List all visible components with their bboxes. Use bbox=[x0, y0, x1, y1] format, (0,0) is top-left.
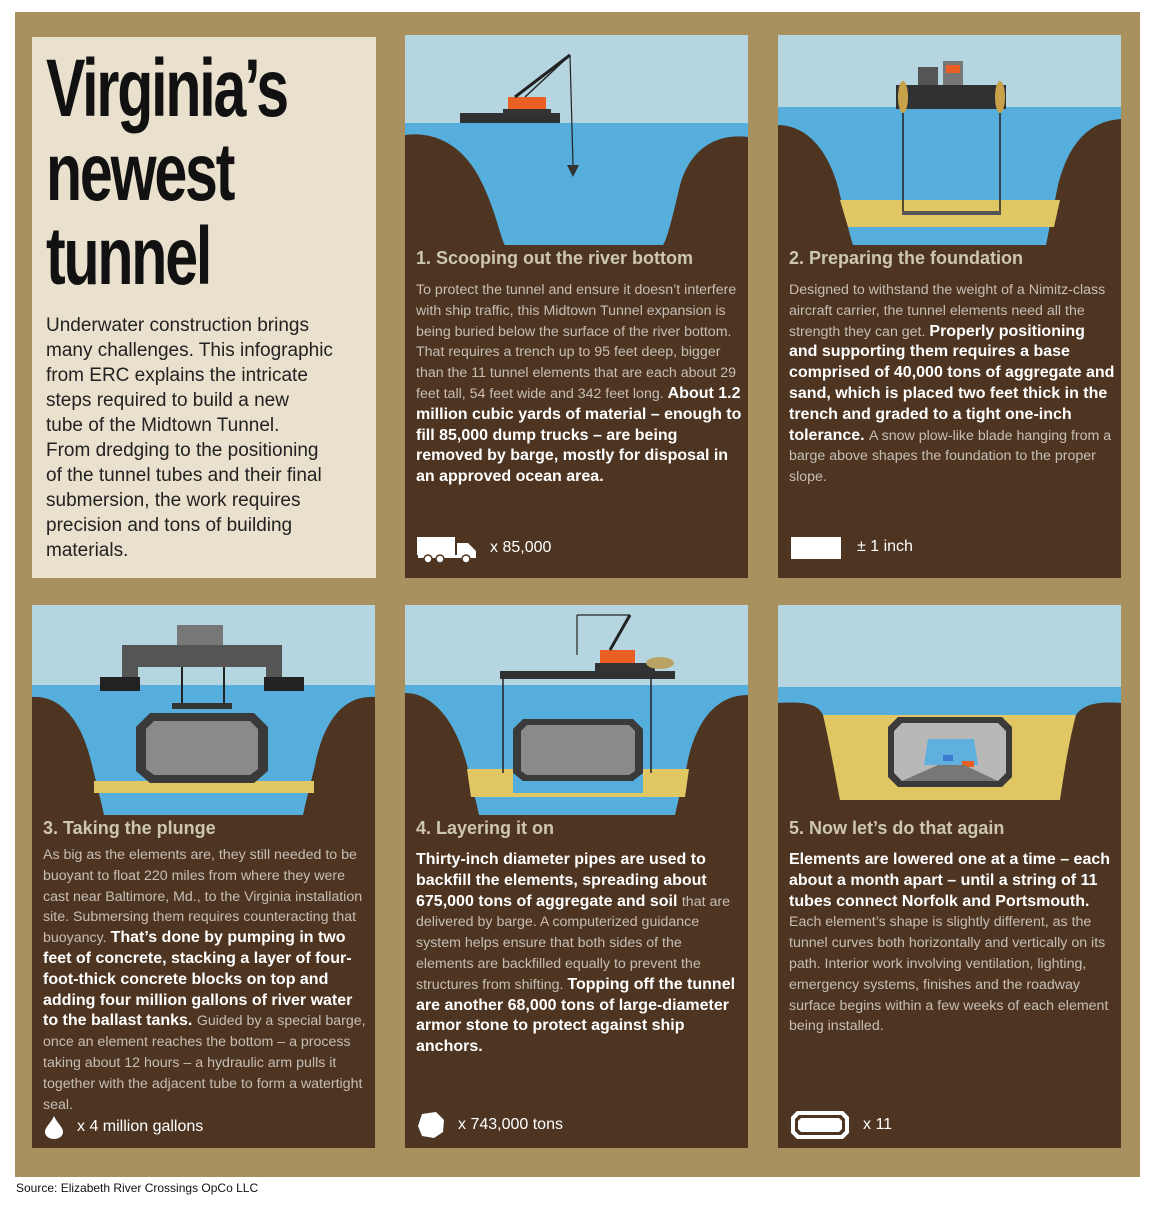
panel-body bbox=[43, 845, 370, 1115]
water-drop-icon bbox=[43, 1115, 65, 1139]
panel-text-bold: Thirty-inch diameter pipes are used to backfill the elements, spreading about 675,000 tons of aggregate and soil bbox=[416, 851, 707, 910]
tunnel-element-icon bbox=[789, 1109, 851, 1141]
panel-stat bbox=[789, 1109, 892, 1141]
panel-step-1 bbox=[405, 35, 748, 578]
foundation-illustration bbox=[778, 35, 1121, 245]
panel-heading: 3. Taking the plunge bbox=[43, 818, 216, 838]
panel-heading: 4. Layering it on bbox=[416, 818, 555, 838]
page-title: Virginia’s newest tunnel bbox=[46, 43, 287, 302]
panel-text-light: Designed to withstand the weight of a Nimitz-class aircraft carrier, the tunnel elements need all the strength they can get. bbox=[789, 282, 1106, 340]
dredging-illustration bbox=[405, 35, 748, 245]
panel-text-bold-2: Topping off the tunnel are another 68,000 tons of large-diameter armor stone to protect against ship anchors. bbox=[416, 975, 736, 1056]
stone-icon bbox=[416, 1110, 446, 1140]
backfill-illustration bbox=[405, 605, 748, 815]
panel-stat bbox=[789, 533, 913, 561]
panel-text-light: To protect the tunnel and ensure it doesn’t interfere with ship traffic, this Midtown Tunnel expansion is being buried below the surface of the river bottom. That requires a trench up to 95 feet deep, bigger than the 11 tunnel elements that are each about 29 feet tall, 54 feet wide and 342 feet long. bbox=[416, 282, 737, 402]
stat-text: x 4 million gallons bbox=[77, 1118, 204, 1135]
panel-body bbox=[789, 850, 1116, 1037]
panel-step-5 bbox=[778, 605, 1121, 1148]
stat-text: x 11 bbox=[863, 1116, 893, 1133]
stat-text: ± 1 inch bbox=[857, 538, 913, 555]
panel-heading: 1. Scooping out the river bottom bbox=[416, 248, 694, 268]
panel-step-4 bbox=[405, 605, 748, 1148]
foundation-block-icon bbox=[789, 533, 845, 561]
stat-text: x 85,000 bbox=[490, 539, 552, 556]
source-credit: Source: Elizabeth River Crossings OpCo LLC bbox=[16, 1181, 259, 1195]
panel-text-bold: That’s done by pumping in two feet of concrete, stacking a layer of four-foot-thick concrete blocks on top and adding four million gallons of river water to the ballast tanks. bbox=[43, 929, 353, 1030]
panel-text-bold: Properly positioning and supporting them requires a base comprised of 40,000 tons of aggregate and sand, which is placed two feet thick in the trench and graded to a tight one-inch tolerance. bbox=[789, 322, 1115, 444]
panel-body bbox=[416, 850, 743, 1058]
finished-tunnel-illustration bbox=[778, 605, 1121, 815]
panel-stat bbox=[43, 1115, 203, 1139]
panel-text-light-2: that are delivered by barge. A computerized guidance system helps ensure that both sides of the elements are backfilled equally to prevent the structures from shifting. bbox=[416, 893, 730, 993]
stat-text: x 743,000 tons bbox=[458, 1116, 563, 1133]
panel-stat bbox=[416, 1110, 563, 1140]
panel-text-bold: About 1.2 million cubic yards of material – enough to fill 85,000 dump trucks – are being removed by barge, mostly for disposal in an approved ocean area. bbox=[416, 384, 742, 486]
panel-text-light-2: Guided by a special barge, once an element reaches the bottom – a process taking about 12 hours – a hydraulic arm pulls it together with the adjacent tube to form a watertight seal. bbox=[43, 1013, 366, 1113]
panel-step-3 bbox=[32, 605, 375, 1148]
panel-text-light-2: Each element’s shape is slightly different, as the tunnel curves both horizontally and vertically on its path. Interior work involving ventilation, lighting, emergency systems, finishes and the roadway surface begins within a few weeks of each element being installed. bbox=[789, 914, 1109, 1035]
panel-heading: 2. Preparing the foundation bbox=[789, 248, 1024, 268]
intro-box bbox=[32, 37, 376, 578]
panel-text-bold: Elements are lowered one at a time – each about a month apart – until a string of 11 tubes connect Norfolk and Portsmouth. bbox=[789, 851, 1111, 910]
panel-body bbox=[416, 280, 743, 488]
dump-truck-icon bbox=[416, 533, 478, 563]
panel-text-light-2: A snow plow-like blade hanging from a barge above shapes the foundation to the proper slope. bbox=[789, 427, 1112, 486]
intro-text: Underwater construction brings many challenges. This infographic from ERC explains the intricate steps required to build a new tube of the Midtown Tunnel. From dredging to the positioning of the tunnel tubes and their final submersion, the work requires precision and tons of building materials. bbox=[46, 315, 333, 561]
plunge-illustration bbox=[32, 605, 375, 815]
panel-heading: 5. Now let’s do that again bbox=[789, 818, 1005, 838]
panel-step-2 bbox=[778, 35, 1121, 578]
panel-stat bbox=[416, 533, 551, 563]
panel-body bbox=[789, 280, 1116, 488]
panel-text-light: As big as the elements are, they still needed to be buoyant to float 220 miles from where they were cast near Baltimore, Md., to the Virginia installation site. Submersing them requires counteracting that buoyancy. bbox=[43, 847, 363, 947]
